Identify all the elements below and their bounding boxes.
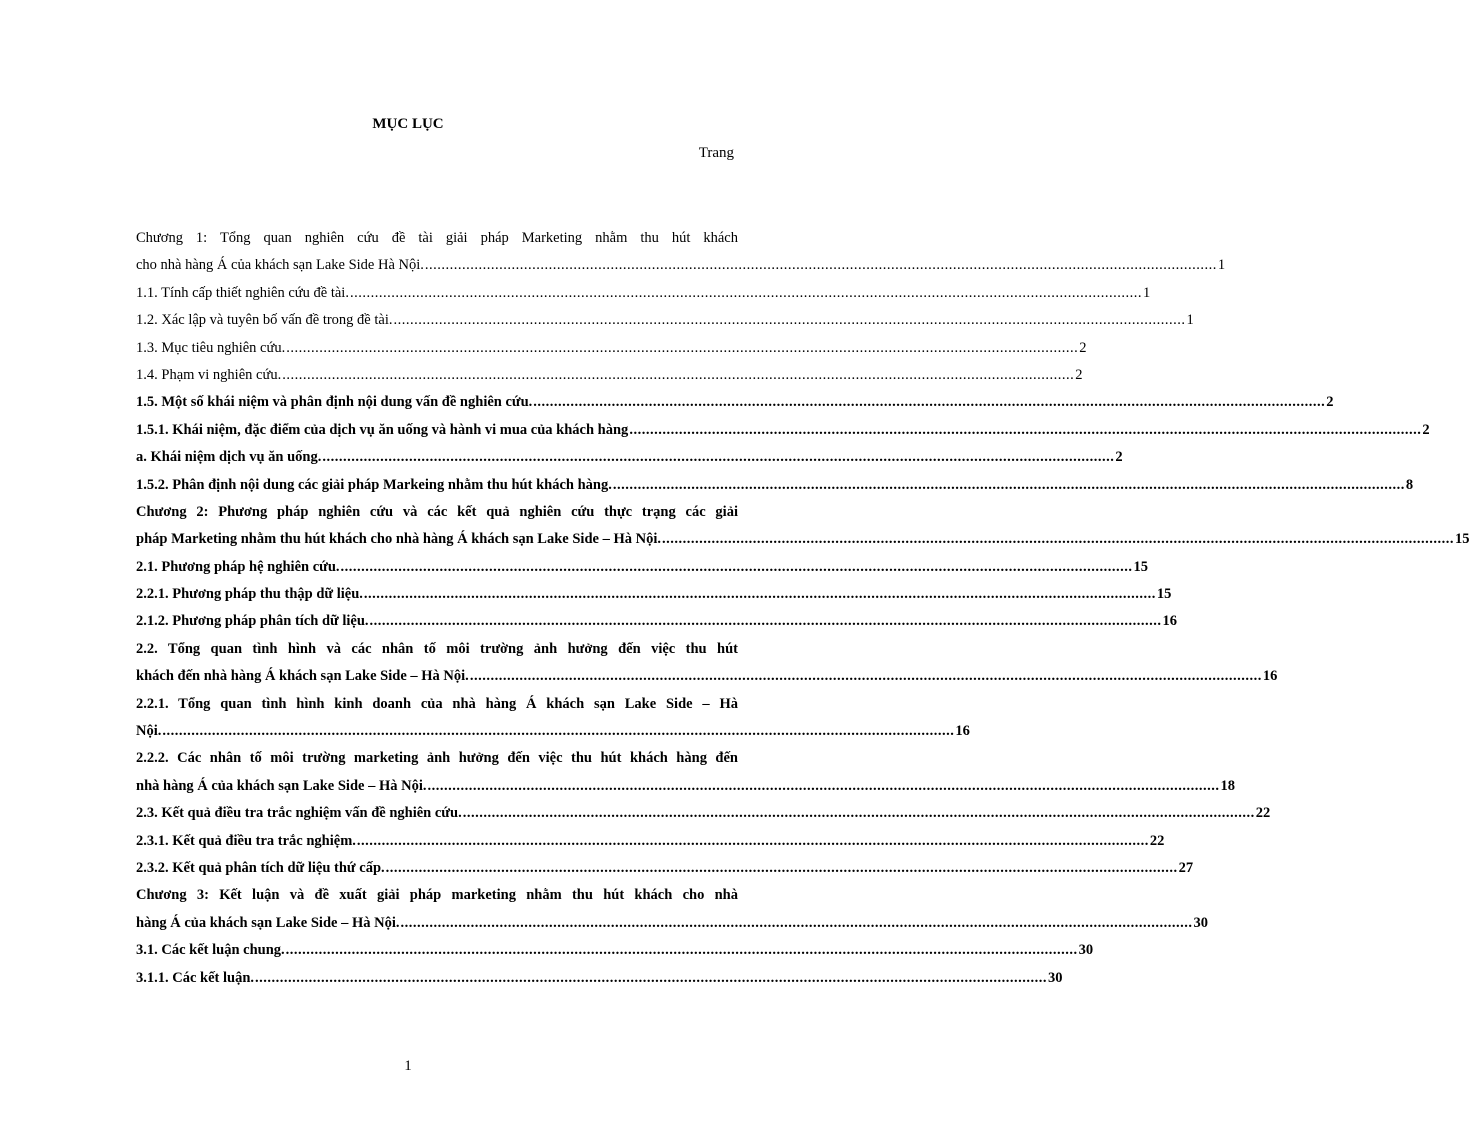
toc-entry[interactable] [136, 499, 1469, 554]
toc-entry-text: hàng Á của khách sạn Lake Side – Hà Nội. [136, 914, 400, 931]
toc-entry-text: 1.4. Phạm vi nghiên cứu. [136, 366, 282, 383]
toc-entry-text: 3.1.1. Các kết luận. [136, 969, 255, 986]
toc-entry[interactable] [136, 362, 1083, 389]
page-column-label: Trang [698, 145, 734, 161]
toc-page-number: 2 [1115, 449, 1123, 466]
toc-entry[interactable] [136, 855, 1194, 882]
toc-page-number: 15 [1133, 558, 1149, 575]
dot-leader [662, 526, 1454, 553]
toc-page-number: 22 [1149, 832, 1165, 849]
toc-page-number: 30 [1048, 969, 1063, 986]
toc-entry-text: 2.2. Tổng quan tình hình và các nhân tố môi trường ảnh hưởng đến việc thu hút [136, 640, 738, 657]
toc-entry-text: 1.3. Mục tiêu nghiên cứu. [136, 339, 286, 356]
toc-page-number: 15 [1156, 586, 1172, 603]
toc-entry[interactable] [136, 745, 1235, 800]
toc-entry[interactable] [136, 581, 1172, 608]
toc-entry[interactable] [136, 417, 1430, 444]
toc-entry-text: 1.1. Tính cấp thiết nghiên cứu đề tài. [136, 284, 349, 301]
dot-leader [162, 718, 954, 745]
toc-page-number: 15 [1454, 531, 1469, 548]
dot-leader [613, 472, 1405, 499]
dot-leader [341, 554, 1133, 581]
toc-page-number: 16 [1262, 668, 1278, 685]
dot-leader [282, 362, 1074, 389]
toc-entry-text: 2.2.2. Các nhân tố môi trường marketing ảnh hưởng đến việc thu hút khách hàng đến [136, 750, 738, 767]
toc-page-number: 1 [1217, 257, 1226, 274]
dot-leader [400, 910, 1192, 937]
dot-leader [470, 663, 1262, 690]
dot-leader [425, 252, 1217, 279]
dot-leader [386, 855, 1178, 882]
toc-entry-text: Chương 2: Phương pháp nghiên cứu và các kết quả nghiên cứu thực trạng các giải [136, 503, 738, 520]
toc-page-number: 30 [1078, 942, 1094, 959]
toc-entry[interactable] [136, 335, 1087, 362]
toc-page-number: 18 [1220, 777, 1235, 794]
toc-entry-text: Chương 1: Tổng quan nghiên cứu đề tài giải pháp Marketing nhằm thu hút khách [136, 230, 738, 246]
toc-page-number: 2 [1079, 339, 1087, 356]
dot-leader [357, 828, 1149, 855]
toc-entry[interactable] [136, 636, 1278, 691]
table-of-contents [136, 225, 1469, 992]
toc-page-number: 22 [1255, 805, 1271, 822]
toc-entry-text: pháp Marketing nhằm thu hút khách cho nhà hàng Á khách sạn Lake Side – Hà Nội. [136, 531, 661, 548]
toc-entry-text: Chương 3: Kết luận và đề xuất giải pháp marketing nhằm thu hút khách cho nhà [136, 887, 738, 904]
dot-leader [427, 773, 1219, 800]
dot-leader [364, 581, 1156, 608]
toc-entry-text: 1.2. Xác lập và tuyên bố vấn đề trong đề tài. [136, 312, 393, 329]
toc-entry-text: 2.3.1. Kết quả điều tra trắc nghiệm. [136, 832, 356, 849]
dot-leader [463, 800, 1255, 827]
toc-entry[interactable] [136, 800, 1271, 827]
toc-page-number: 1 [1142, 284, 1151, 301]
toc-page-number: 8 [1405, 476, 1414, 493]
toc-entry[interactable] [136, 444, 1123, 471]
dot-leader [286, 937, 1078, 964]
toc-entry-text: 1.5.1. Khái niệm, đặc điểm của dịch vụ ăn uống và hành vi mua của khách hàng [136, 421, 629, 438]
toc-page-number: 16 [955, 723, 970, 740]
toc-entry-text: 2.3.2. Kết quả phân tích dữ liệu thứ cấp. [136, 859, 385, 876]
dot-leader [533, 389, 1325, 416]
toc-entry-text: 3.1. Các kết luận chung. [136, 942, 285, 959]
toc-entry[interactable] [136, 937, 1094, 964]
toc-entry[interactable] [136, 280, 1151, 307]
dot-leader [322, 444, 1114, 471]
toc-entry-text: 2.3. Kết quả điều tra trắc nghiệm vấn đề nghiên cứu. [136, 805, 462, 822]
toc-entry[interactable] [136, 307, 1194, 334]
toc-entry[interactable] [136, 965, 1063, 992]
toc-page-number: 2 [1075, 366, 1083, 383]
toc-page-number: 1 [1186, 312, 1194, 329]
toc-entry-text: a. Khái niệm dịch vụ ăn uống. [136, 449, 322, 466]
toc-page-number: 30 [1193, 914, 1208, 931]
toc-page-number: 16 [1162, 613, 1178, 630]
toc-entry-text: 2.2.1. Phương pháp thu thập dữ liệu. [136, 586, 363, 603]
toc-entry[interactable] [136, 882, 1208, 937]
toc-page-number: 27 [1178, 859, 1194, 876]
toc-entry[interactable] [136, 472, 1414, 499]
dot-leader [286, 335, 1078, 362]
page-title: MỤC LỤC [372, 116, 444, 132]
page-number-footer: 1 [404, 1058, 412, 1074]
toc-entry-text: khách đến nhà hàng Á khách sạn Lake Side – Hà Nội. [136, 668, 469, 685]
toc-entry[interactable] [136, 608, 1178, 635]
toc-entry[interactable] [136, 225, 1226, 280]
toc-entry-text: Nội. [136, 723, 162, 740]
toc-entry-text: cho nhà hàng Á của khách sạn Lake Side Hà Nội. [136, 257, 424, 274]
toc-entry-text: 1.5.2. Phân định nội dung các giải pháp Markeing nhằm thu hút khách hàng. [136, 476, 612, 493]
toc-entry-text: 2.1.2. Phương pháp phân tích dữ liệu. [136, 613, 369, 630]
toc-entry-text: 1.5. Một số khái niệm và phân định nội dung vấn đề nghiên cứu. [136, 394, 533, 411]
toc-entry[interactable] [136, 828, 1165, 855]
toc-entry[interactable] [136, 554, 1149, 581]
toc-entry[interactable] [136, 389, 1334, 416]
toc-page-number: 2 [1422, 421, 1430, 438]
dot-leader [350, 280, 1142, 307]
toc-entry-text: 2.2.1. Tổng quan tình hình kinh doanh của nhà hàng Á khách sạn Lake Side – Hà [136, 695, 738, 712]
toc-entry-text: nhà hàng Á của khách sạn Lake Side – Hà Nội. [136, 777, 427, 794]
dot-leader [394, 307, 1186, 334]
toc-page-number: 2 [1326, 394, 1334, 411]
toc-entry-text: 2.1. Phương pháp hệ nghiên cứu. [136, 558, 340, 575]
dot-leader [370, 608, 1162, 635]
dot-leader [255, 965, 1047, 992]
dot-leader [629, 417, 1421, 444]
toc-entry[interactable] [136, 691, 970, 746]
